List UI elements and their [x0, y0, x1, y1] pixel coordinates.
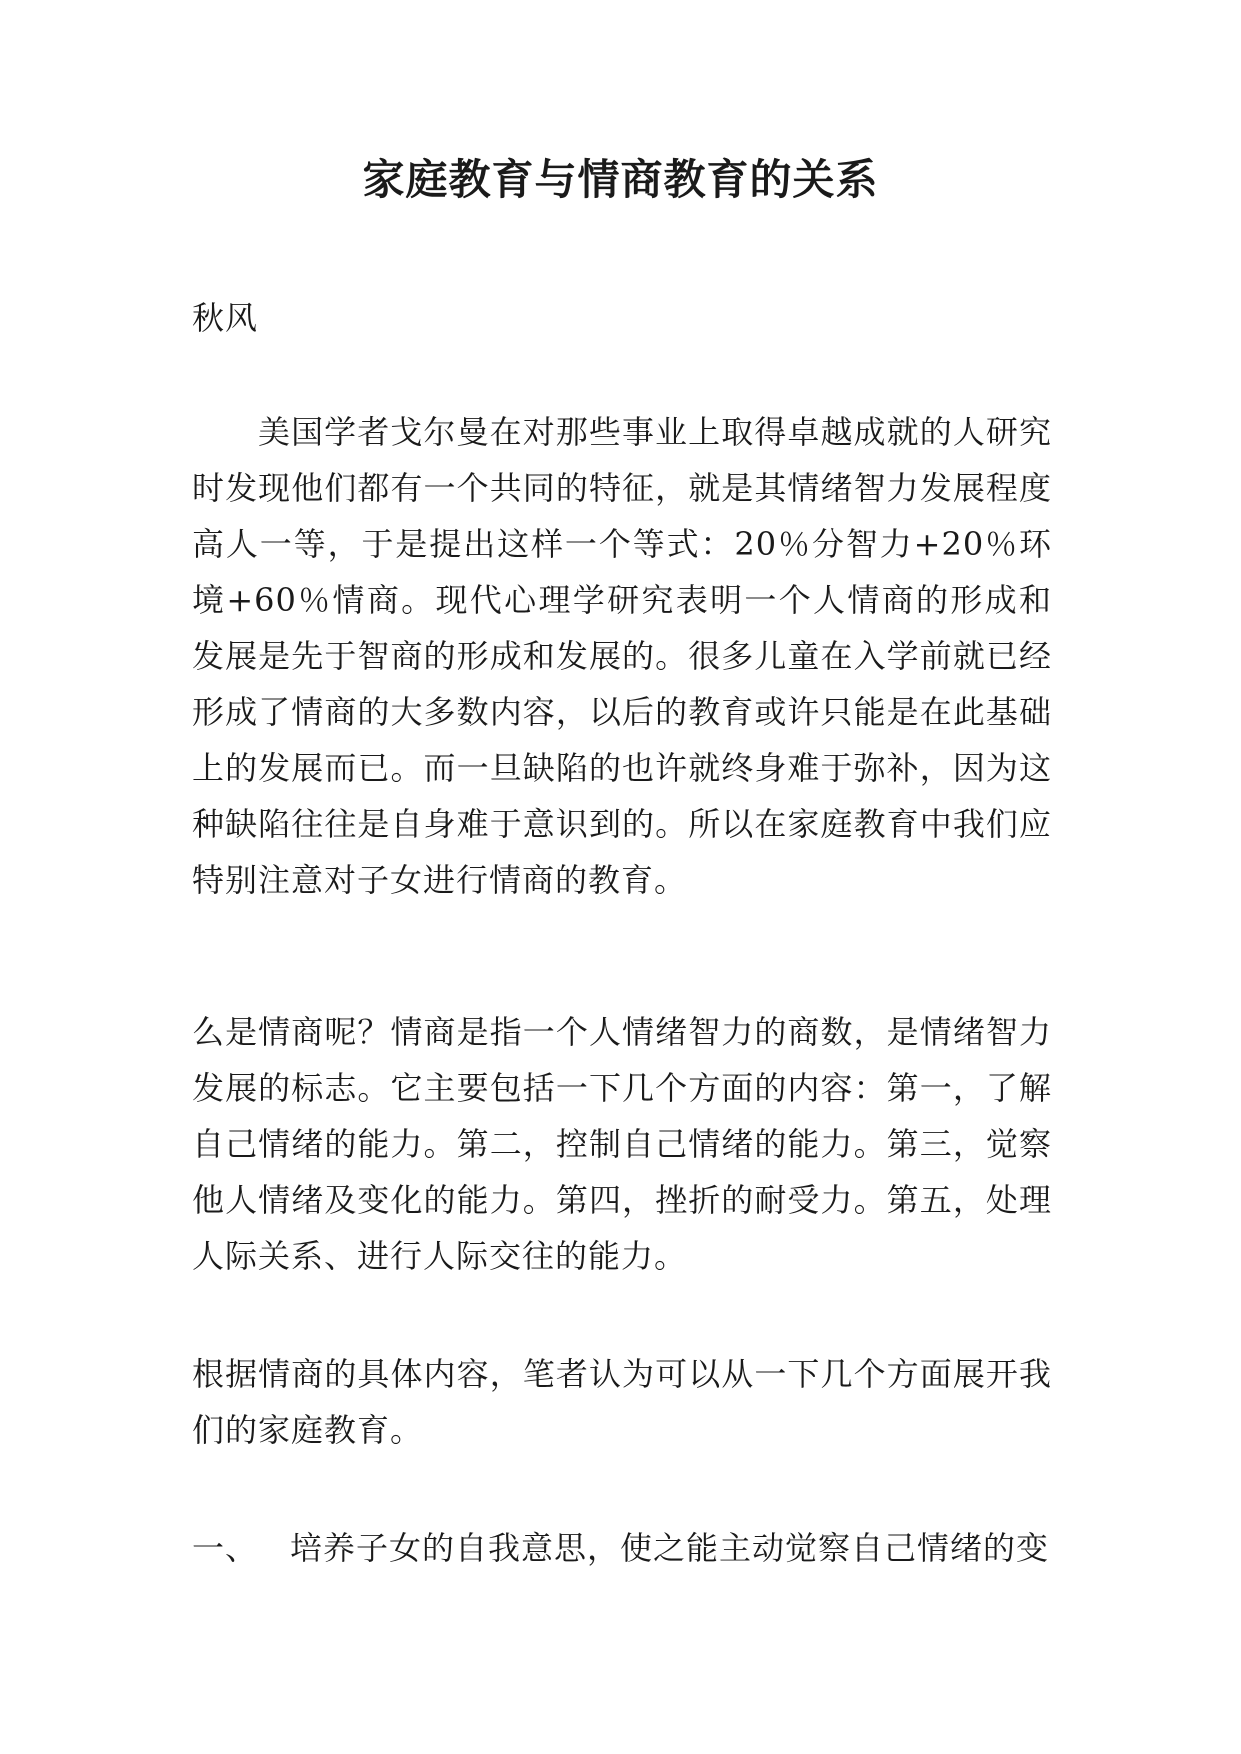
- author-name: 秋风: [192, 299, 259, 337]
- paragraph-intro: 美国学者戈尔曼在对那些事业上取得卓越成就的人研究时发现他们都有一个共同的特征，就是其情绪智力发展程度高人一等，于是提出这样一个等式：20％分智力+20％环境+60％情商。现代心理学研究表明一个人情商的形成和发展是先于智商的形成和发展的。很多儿童在入学前就已经形成了情商的大多数内容，以后的教育或许只能是在此基础上的发展而已。而一旦缺陷的也许就终身难于弥补，因为这种缺陷往往是自身难于意识到的。所以在家庭教育中我们应特别注意对子女进行情商的教育。: [192, 413, 1052, 899]
- document-title: 家庭教育与情商教育的关系: [362, 155, 879, 204]
- paragraph-approach: 根据情商的具体内容，笔者认为可以从一下几个方面展开我们的家庭教育。: [192, 1355, 1052, 1449]
- list-item: [192, 1520, 1052, 1576]
- list-item-number: 一、: [192, 1529, 259, 1567]
- paragraph-definition: 么是情商呢？情商是指一个人情绪智力的商数，是情绪智力发展的标志。它主要包括一下几个方面的内容：第一，了解自己情绪的能力。第二，控制自己情绪的能力。第三，觉察他人情绪及变化的能力。第四，挫折的耐受力。第五，处理人际关系、进行人际交往的能力。: [192, 1013, 1052, 1275]
- list-item-text: 培养子女的自我意思，使之能主动觉察自己情绪的变: [290, 1529, 1050, 1567]
